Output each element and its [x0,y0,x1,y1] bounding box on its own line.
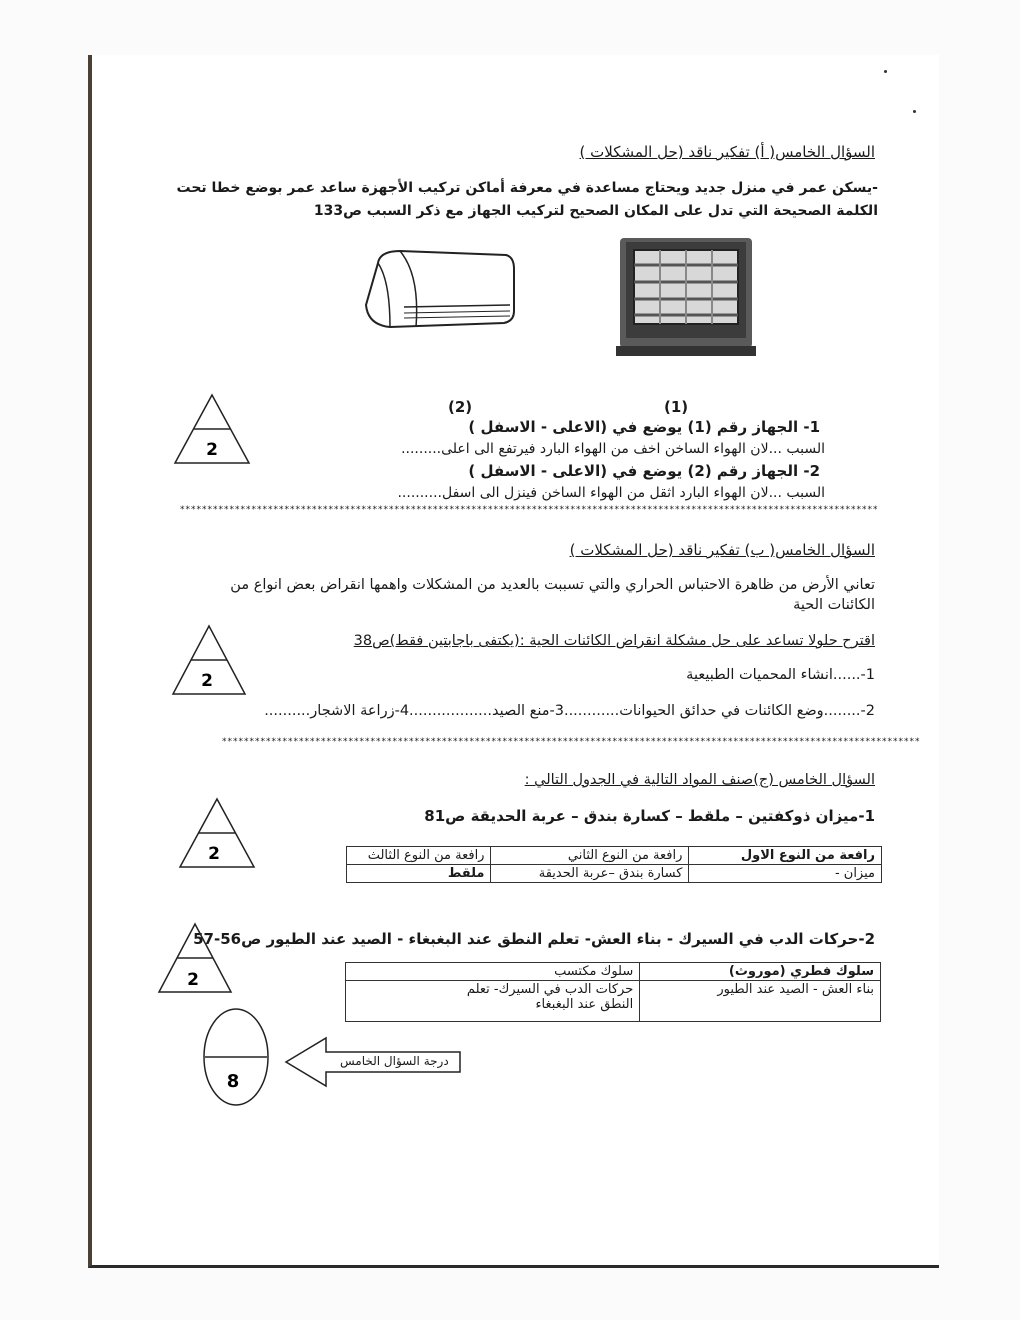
part-b-answer2: 2-........وضع الكائنات في حدائق الحيوانات............3-منع الصيد..................4-زراعة الاشجار.......... [264,703,875,719]
separator-2: ******************************************************************************************************************************* [222,737,921,747]
part-c-q2: 2-حركات الدب في السيرك - بناء العش- تعلم النطق عند البغبغاء - الصيد عند الطيور ص56-57 [193,930,875,948]
part-b-intro-line1: تعاني الأرض من ظاهرة الاحتباس الحراري والتي تسببت بالعديد من المشكلات واهمها انقراض بعض انواع من [230,577,875,593]
heater-image [612,232,758,360]
score-c2-text: 2 [187,970,199,990]
levers-table [346,846,882,883]
score-triangle-a [173,393,251,465]
part-a-q1: 1- الجهاز رقم (1) يوضع في (الاعلى - الاسفل ) [468,418,820,436]
arrow-label: درجة السؤال الخامس [340,1054,449,1068]
part-a-intro-line1: -يسكن عمر في منزل جديد ويحتاج مساعدة في معرفة أماكن تركيب الأجهزة ساعد عمر بوضع خطا تحت [176,180,878,196]
table2-header-2: سلوك مكتسب [346,963,640,981]
score-triangle-c1 [178,797,256,869]
separator-1: ******************************************************************************************************************************* [180,505,879,515]
score-a-text: 2 [206,440,218,460]
part-b-title: السؤال الخامس( ب) تفكير ناقد (حل المشكلات ) [569,541,875,559]
part-c-q1: 1-ميزان ذوكفتين – ملقط – كسارة بندق – عربة الحديقة ص81 [424,807,875,825]
score-triangle-b [171,624,247,696]
total-score-oval [200,1005,272,1109]
speck [913,110,916,113]
table2-cell-2: حركات الدب في السيرك- تعلم النطق عند البغبغاء [346,981,640,1022]
device-2-label: (2) [448,398,473,416]
score-b-text: 2 [201,671,213,691]
score-c1-text: 2 [208,844,220,864]
table1-header-3: رافعة من النوع الثالث [347,847,491,865]
part-a-q2-reason: السبب ...لان الهواء البارد اثقل من الهواء الساخن فينزل الى اسفل.......... [397,485,825,501]
speck [884,70,887,73]
table1-cell-2: كسارة بندق –عربة الحديقة [491,865,689,883]
part-a-title: السؤال الخامس( أ) تفكير ناقد (حل المشكلات ) [579,143,875,161]
part-b-intro-line2: الكائنات الحية [793,597,875,613]
part-c-title: السؤال الخامس (ج)صنف المواد التالية في الجدول التالي : [524,772,875,788]
part-a-q1-reason: السبب ...لان الهواء الساخن اخف من الهواء البارد فيرتفع الى اعلى......... [401,441,825,457]
table1-header-1: رافعة من النوع الاول [689,847,882,865]
table1-cell-1: ميزان - [689,865,882,883]
device-1-label: (1) [664,398,689,416]
table2-header-1: سلوك فطري (موروث) [640,963,881,981]
part-a-intro-line2: الكلمة الصحيحة التي تدل على المكان الصحيح لتركيب الجهاز مع ذكر السبب ص133 [313,203,878,219]
table1-header-2: رافعة من النوع الثاني [491,847,689,865]
part-b-answer1: 1-......انشاء المحميات الطبيعية [686,667,875,683]
part-b-prompt: اقترح حلولا تساعد على حل مشكلة انقراض الكائنات الحية :(يكتفى باجابتين فقط)ص38 [353,633,875,649]
behavior-table [345,962,881,1022]
table2-cell-1: بناء العش - الصيد عند الطيور [640,981,881,1022]
total-score-text: 8 [226,1071,240,1092]
score-triangle-c2 [157,922,233,994]
air-conditioner-image [360,245,520,335]
part-a-q2: 2- الجهاز رقم (2) يوضع في (الاعلى - الاسفل ) [468,462,820,480]
table1-cell-3: ملقط [347,865,491,883]
